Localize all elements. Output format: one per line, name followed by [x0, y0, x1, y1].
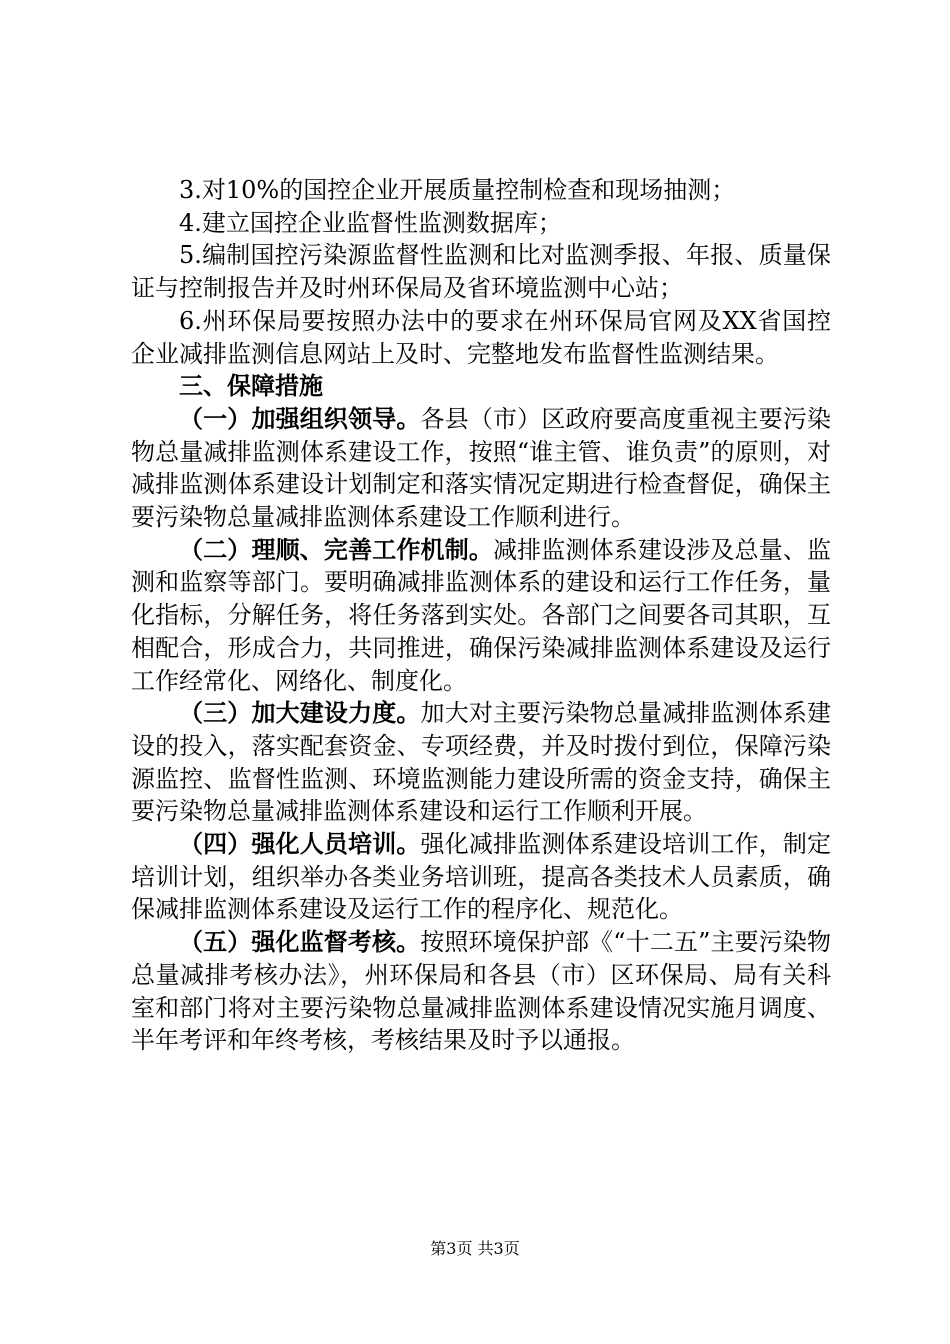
measure-paragraph [131, 403, 831, 534]
measure-lead: （二）理顺、完善工作机制。 [179, 535, 493, 564]
measure-text: 按照环境保护部《“十二五”主要污染物总量减排考核办法》，州环保局和各县（市）区环保局、局有关科室和部门将对主要污染物总量减排监测体系建设情况实施月调度、半年考评和年终考核，考核结果及时予以通报。 [131, 928, 831, 1055]
list-item: 6.州环保局要按照办法中的要求在州环保局官网及XX省国控企业减排监测信息网站上及时、完整地发布监督性监测结果。 [131, 306, 831, 368]
list-item: 4.建立国控企业监督性监测数据库； [179, 208, 562, 237]
document-body [131, 174, 831, 1057]
measure-lead: （一）加强组织领导。 [179, 404, 421, 433]
section-heading: 三、保障措施 [179, 372, 323, 401]
list-item: 3.对10%的国控企业开展质量控制检查和现场抽测； [179, 176, 736, 204]
measure-lead: （五）强化监督考核。 [179, 928, 421, 957]
page-footer: 第3页 共3页 [430, 1239, 520, 1258]
measure-text: 强化减排监测体系建设培训工作，制定培训计划，组织举办各类业务培训班，提高各类技术人员素质，确保减排监测体系建设及运行工作的程序化、规范化。 [131, 830, 832, 924]
measure-text: 减排监测体系建设涉及总量、监测和监察等部门。要明确减排监测体系的建设和运行工作任务，量化指标，分解任务，将任务落到实处。各部门之间要各司其职，互相配合，形成合力，共同推进，确保污染减排监测体系建设及运行工作经常化、网络化、制度化。 [131, 535, 831, 695]
list-item: 5.编制国控污染源监督性监测和比对监测季报、年报、质量保证与控制报告并及时州环保局及省环境监测中心站； [131, 241, 831, 303]
measure-lead: （四）强化人员培训。 [179, 830, 421, 859]
measure-paragraph [131, 697, 831, 828]
measure-text: 各县（市）区政府要高度重视主要污染物总量减排监测体系建设工作，按照“谁主管、谁负责”的原则，对减排监测体系建设计划制定和落实情况定期进行检查督促，确保主要污染物总量减排监测体系建设工作顺利进行。 [131, 404, 832, 532]
measure-text: 加大对主要污染物总量减排监测体系建设的投入，落实配套资金、专项经费，并及时拨付到位，保障污染源监控、监督性监测、环境监测能力建设所需的资金支持，确保主要污染物总量减排监测体系建设和运行工作顺利开展。 [131, 699, 832, 826]
measure-paragraph [131, 534, 831, 698]
measure-paragraph [131, 926, 831, 1057]
measure-paragraph [131, 828, 831, 926]
measure-lead: （三）加大建设力度。 [179, 699, 421, 728]
